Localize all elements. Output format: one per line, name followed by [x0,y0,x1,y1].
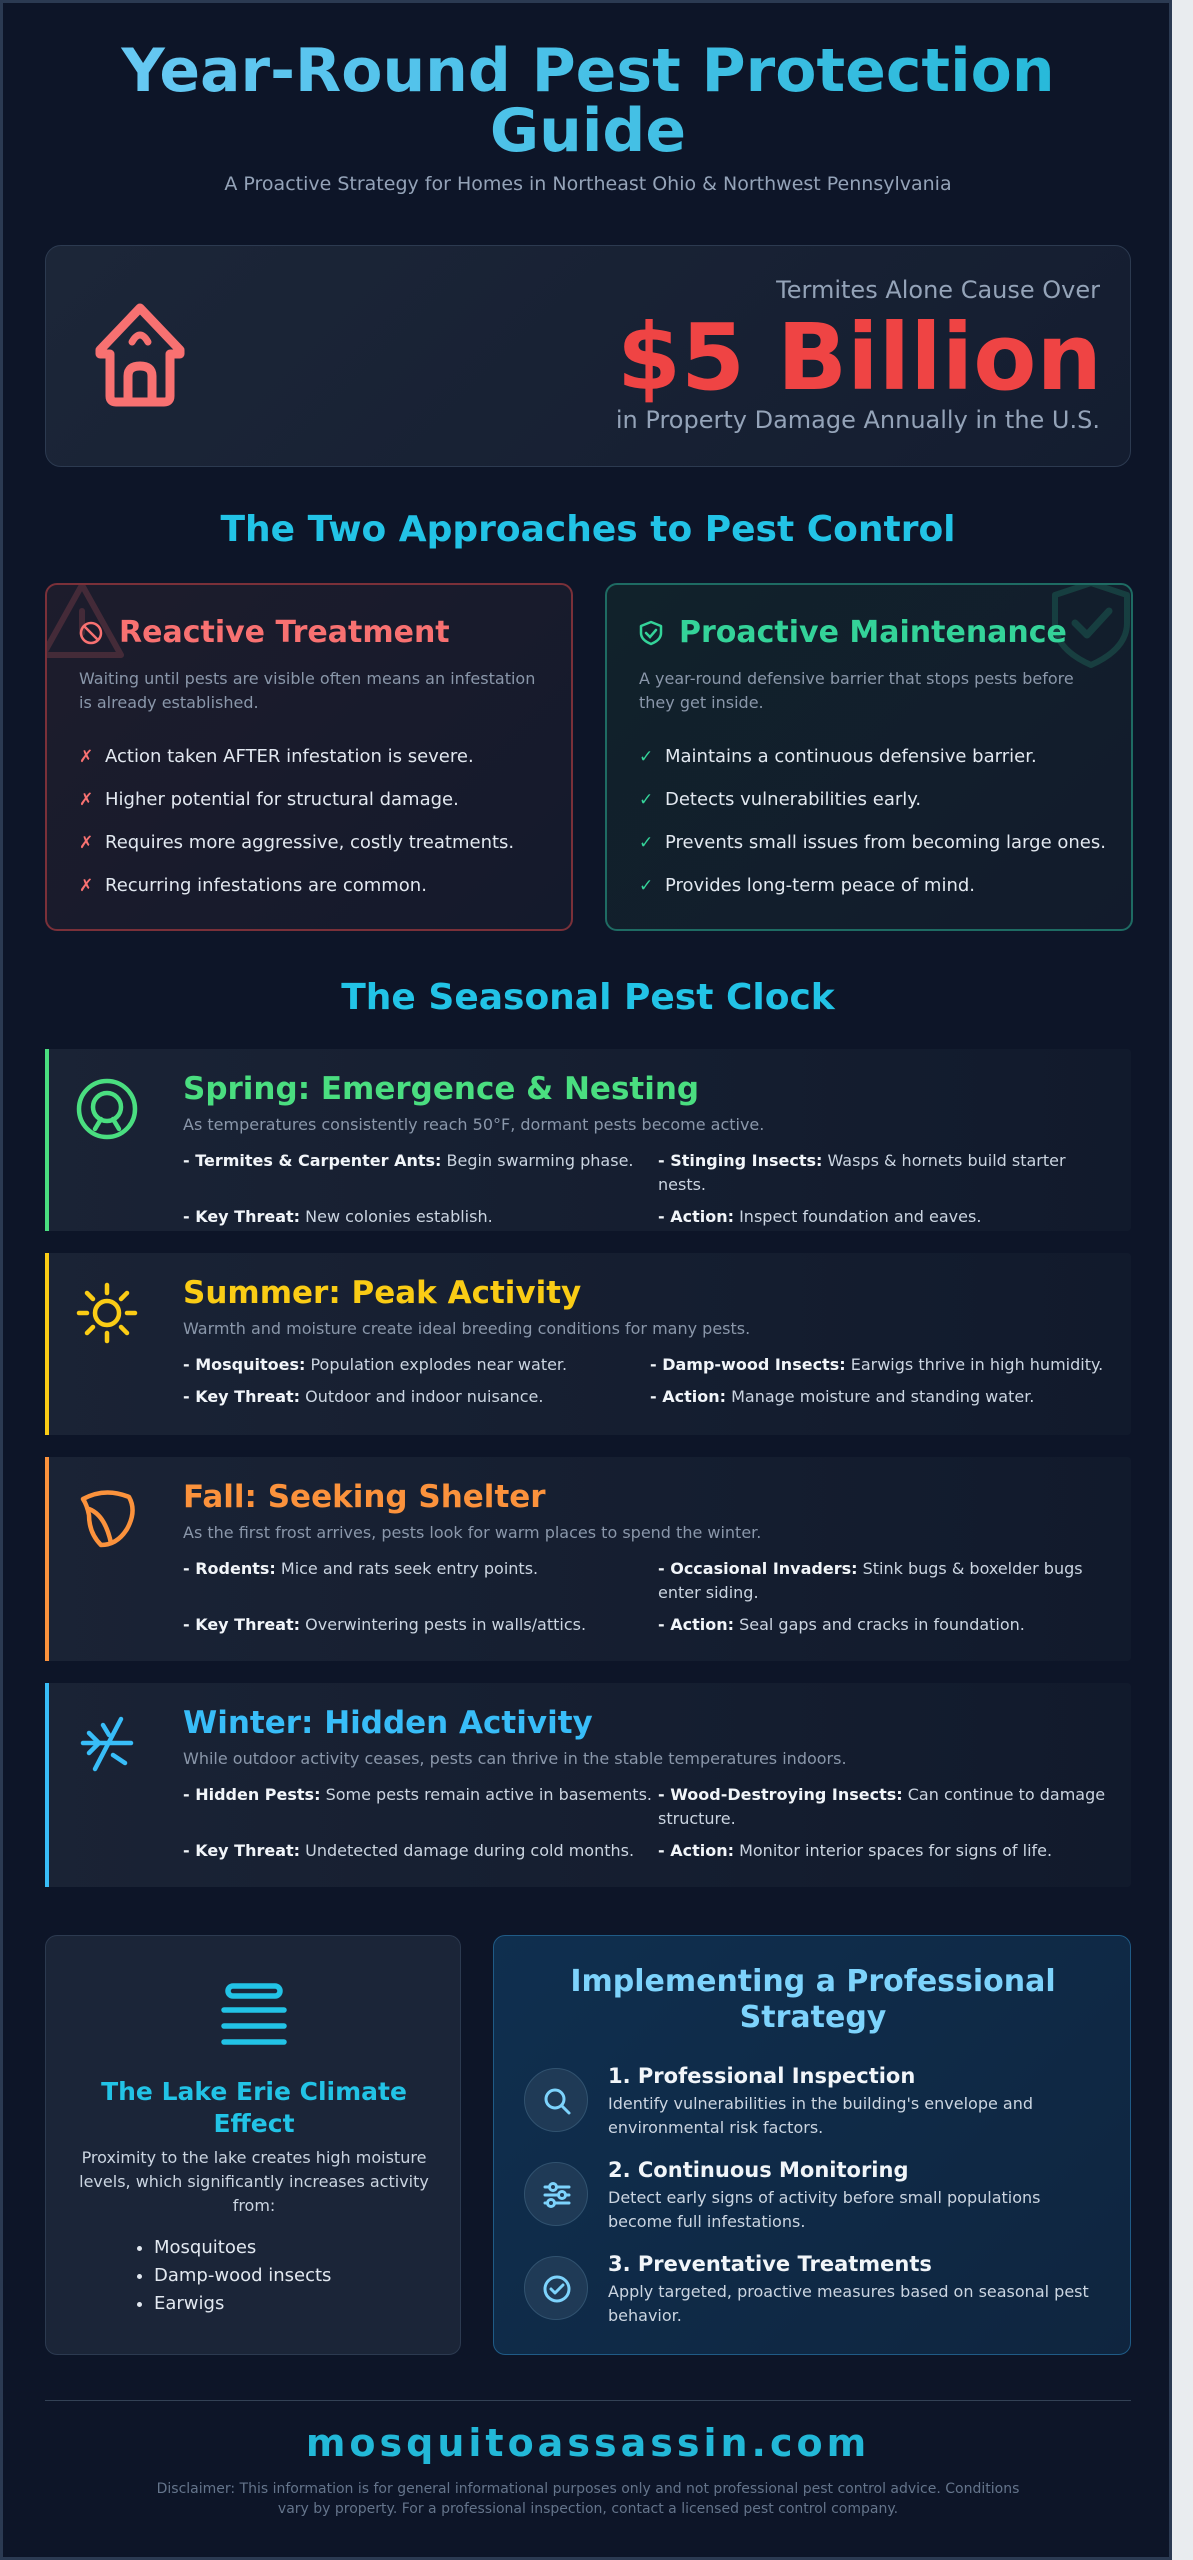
house-icon [82,298,198,414]
list-item: • Damp-wood insects [154,2262,331,2290]
step-description: Apply targeted, proactive measures based on seasonal pest behavior. [608,2282,1089,2325]
check-icon: ✓ [639,832,654,853]
season-fact: - Action: Seal gaps and cracks in foundation. [658,1615,1025,1634]
professional-strategy-card [493,1935,1131,2355]
season-fact: - Key Threat: Overwintering pests in walls/attics. [183,1615,587,1634]
stat-tail-text: in Property Damage Annually in the U.S. [615,406,1100,434]
proactive-title: Proactive Maintenance [679,615,1067,650]
season-accent-bar [45,1683,49,1887]
cross-icon: ✗ [79,875,94,896]
list-item: ✗ Higher potential for structural damage. [79,789,459,810]
cross-icon: ✗ [79,832,94,853]
magnifier-icon [541,2085,573,2117]
list-item: ✗ Recurring infestations are common. [79,875,427,896]
season-fact: - Stinging Insects: Wasps & hornets build starter nests. [658,1151,1066,1194]
reactive-description: Waiting until pests are visible often means an infestation is already established. [79,669,536,712]
season-fact: - Hidden Pests: Some pests remain active in basements. [183,1785,652,1804]
stat-lead-text: Termites Alone Cause Over [776,276,1100,304]
termite-stat-card [45,245,1131,467]
reactive-title: Reactive Treatment [119,615,450,650]
sun-icon [75,1281,139,1345]
strategy-step-treatments [524,2252,1104,2332]
footer-divider [45,2400,1131,2401]
page-title: Year-Round Pest Protection Guide [45,41,1131,161]
season-fact: - Mosquitoes: Population explodes near water. [183,1355,568,1374]
strategy-step-inspection [524,2064,1104,2144]
step-title: 3. Preventative Treatments [608,2252,932,2276]
list-item: ✓ Maintains a continuous defensive barrier. [639,746,1037,767]
season-fact: - Termites & Carpenter Ants: Begin swarming phase. [183,1151,634,1170]
list-item: ✗ Requires more aggressive, costly treatments. [79,832,515,853]
reactive-treatment-card [45,583,573,931]
proactive-description: A year-round defensive barrier that stops pests before they get inside. [639,669,1074,712]
season-title: Winter: Hidden Activity [183,1705,593,1741]
cross-icon: ✗ [79,789,94,810]
lake-description: Proximity to the lake creates high moisture levels, which significantly increases activity from: [79,2148,429,2215]
season-fact: - Action: Inspect foundation and eaves. [658,1207,982,1226]
reactive-list [79,735,514,907]
season-facts [183,1149,1113,1229]
proactive-maintenance-card [605,583,1133,931]
season-title: Summer: Peak Activity [183,1275,582,1311]
season-fact: - Rodents: Mice and rats seek entry points. [183,1559,539,1578]
approaches-title: The Two Approaches to Pest Control [220,509,956,550]
season-accent-bar [45,1457,49,1661]
season-fact: - Action: Monitor interior spaces for signs of life. [658,1841,1053,1860]
season-title: Spring: Emergence & Nesting [183,1071,700,1107]
list-item: • Earwigs [154,2290,331,2318]
season-fact: - Key Threat: New colonies establish. [183,1207,493,1226]
step-description: Detect early signs of activity before small populations become full infestations. [608,2188,1041,2231]
season-spring-card [45,1049,1131,1231]
season-accent-bar [45,1253,49,1435]
ban-icon [77,619,105,647]
strategy-step-monitoring [524,2158,1104,2238]
shield-check-icon [637,619,665,647]
proactive-heading [637,615,1067,650]
lake-erie-card [45,1935,461,2355]
season-fact: - Action: Manage moisture and standing water. [650,1387,1035,1406]
season-facts [183,1557,1113,1637]
lake-title: The Lake Erie Climate Effect [101,2077,407,2138]
list-item: ✓ Prevents small issues from becoming large ones. [639,832,1106,853]
season-fact: - Wood-Destroying Insects: Can continue to damage structure. [658,1785,1106,1828]
check-icon: ✓ [639,875,654,896]
season-fact: - Occasional Invaders: Stink bugs & boxelder bugs enter siding. [658,1559,1083,1602]
check-icon: ✓ [639,789,654,810]
cross-icon: ✗ [79,746,94,767]
season-description: Warmth and moisture create ideal breeding conditions for many pests. [183,1319,751,1338]
leaf-icon [75,1485,139,1549]
list-item: ✗ Action taken AFTER infestation is severe. [79,746,474,767]
snowflake-icon [75,1711,139,1775]
step-title: 1. Professional Inspection [608,2064,916,2088]
list-item: ✓ Detects vulnerabilities early. [639,789,922,810]
season-fact: - Damp-wood Insects: Earwigs thrive in high humidity. [650,1355,1104,1374]
lake-pest-list [154,2234,331,2318]
season-description: As temperatures consistently reach 50°F, dormant pests become active. [183,1115,765,1134]
seasonal-clock-title: The Seasonal Pest Clock [341,977,835,1018]
reactive-heading [77,615,450,650]
season-fact: - Key Threat: Undetected damage during cold months. [183,1841,635,1860]
stat-value: $5 Billion [616,304,1102,411]
season-accent-bar [45,1049,49,1231]
strategy-title: Implementing a Professional Strategy [570,1964,1056,2035]
list-item: • Mosquitoes [154,2234,331,2262]
proactive-list [639,735,1106,907]
check-icon: ✓ [639,746,654,767]
list-item: ✓ Provides long-term peace of mind. [639,875,976,896]
season-winter-card [45,1683,1131,1887]
season-description: While outdoor activity ceases, pests can thrive in the stable temperatures indoors. [183,1749,847,1768]
season-title: Fall: Seeking Shelter [183,1479,546,1515]
water-waves-icon [218,1980,290,2052]
disclaimer-text: Disclaimer: This information is for general informational purposes only and not professional pest control advice. Conditions vary by property. For a professional inspection, contact a licensed pest control company. [156,2481,1020,2517]
season-fact: - Key Threat: Outdoor and indoor nuisance. [183,1387,544,1406]
season-facts [183,1353,1113,1409]
season-summer-card [45,1253,1131,1435]
seedling-ring-icon [75,1077,139,1141]
sliders-icon [541,2179,573,2211]
season-fall-card [45,1457,1131,1661]
check-circle-icon [541,2273,573,2305]
step-title: 2. Continuous Monitoring [608,2158,909,2182]
season-facts [183,1783,1113,1863]
step-description: Identify vulnerabilities in the building's envelope and environmental risk factors. [608,2094,1034,2137]
website-link[interactable]: mosquitoassassin.com [305,2421,871,2465]
season-description: As the first frost arrives, pests look for warm places to spend the winter. [183,1523,762,1542]
page-subtitle: A Proactive Strategy for Homes in Northeast Ohio & Northwest Pennsylvania [224,173,952,195]
